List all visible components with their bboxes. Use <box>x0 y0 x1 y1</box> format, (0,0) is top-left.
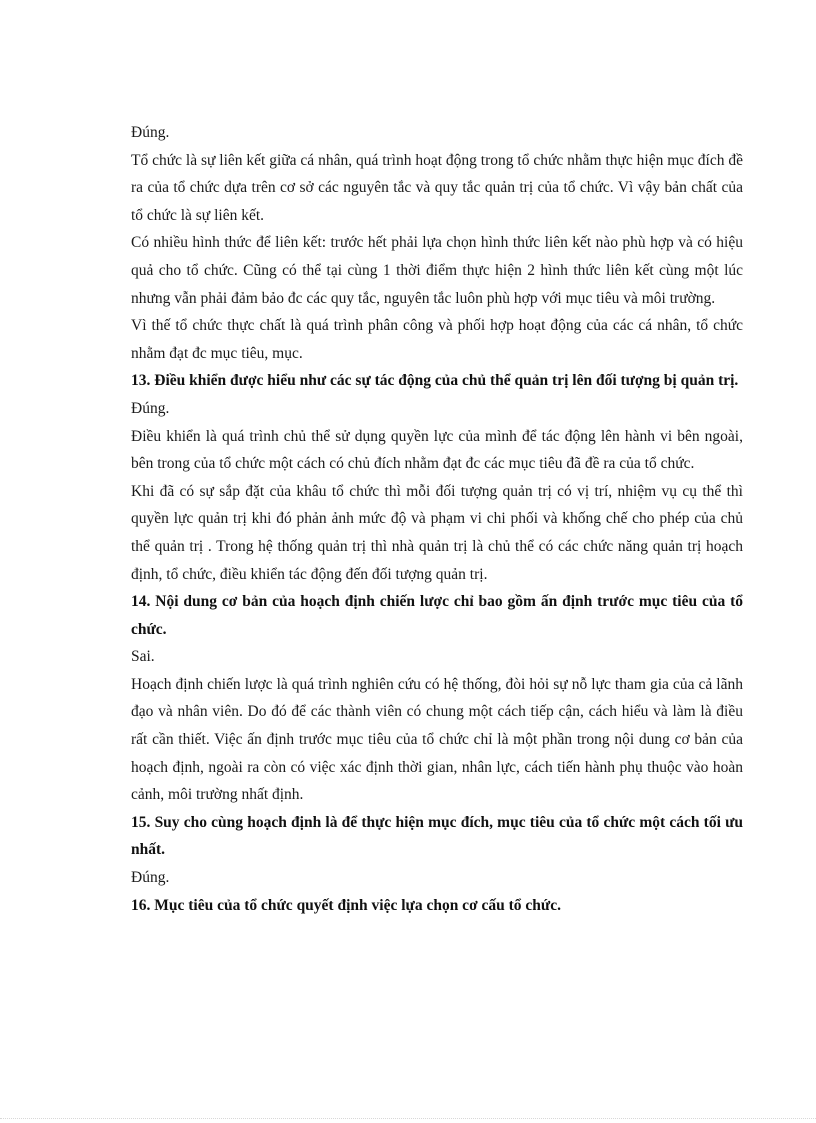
document-body <box>131 119 743 919</box>
explanation-paragraph: Hoạch định chiến lược là quá trình nghiên cứu có hệ thống, đòi hỏi sự nỗ lực tham gia của cả lãnh đạo và nhân viên. Do đó để các thành viên có chung một cách tiếp cận, cách hiểu và làm là điều rất cần thiết. Việc ấn định trước mục tiêu của tổ chức chỉ là một phần trong nội dung cơ bản của hoạch định, ngoài ra còn có việc xác định thời gian, nhân lực, cách tiến hành phụ thuộc vào hoàn cảnh, môi trường nhất định. <box>131 675 743 804</box>
answer-verdict: Đúng. <box>131 399 170 417</box>
page-bottom-divider <box>0 1118 816 1119</box>
explanation-paragraph: Vì thế tổ chức thực chất là quá trình phân công và phối hợp hoạt động của các cá nhân, tổ chức nhằm đạt đc mục tiêu, mục. <box>131 317 743 362</box>
answer-verdict: Sai. <box>131 648 155 666</box>
answer-verdict: Đúng. <box>131 124 170 141</box>
question-15: 15. Suy cho cùng hoạch định là để thực hiện mục đích, mục tiêu của tổ chức một cách tối ưu nhất. <box>131 813 743 859</box>
explanation-paragraph: Điều khiển là quá trình chủ thể sử dụng quyền lực của mình để tác động lên hành vi bên ngoài, bên trong của tổ chức một cách có chủ đích nhằm đạt đc các mục tiêu đã đề ra của tổ chức. <box>131 427 743 473</box>
answer-verdict: Đúng. <box>131 869 170 887</box>
explanation-paragraph: Khi đã có sự sắp đặt của khâu tổ chức thì mỗi đối tượng quản trị có vị trí, nhiệm vụ cụ thể thì quyền lực quản trị khi đó phản ảnh mức độ và phạm vi chi phối và khống chế cho phép của chủ thể quản trị . Trong hệ thống quản trị thì nhà quản trị là chủ thể có các chức năng quản trị hoạch định, tổ chức, điều khiển tác động đến đối tượng quản trị. <box>131 482 743 583</box>
question-13: 13. Điều khiển được hiểu như các sự tác động của chủ thể quản trị lên đối tượng bị quản trị. <box>131 372 739 390</box>
question-14: 14. Nội dung cơ bản của hoạch định chiến lược chỉ bao gồm ấn định trước mục tiêu của tổ chức. <box>131 593 743 638</box>
question-16: 16. Mục tiêu của tổ chức quyết định việc lựa chọn cơ cấu tổ chức. <box>131 896 561 914</box>
explanation-paragraph: Có nhiều hình thức để liên kết: trước hết phải lựa chọn hình thức liên kết nào phù hợp và có hiệu quả cho tổ chức. Cũng có thể tại cùng 1 thời điểm thực hiện 2 hình thức liên kết cùng một lúc nhưng vẫn phải đảm bảo đc các quy tắc, nguyên tắc luôn phù hợp với mục tiêu và môi trường. <box>131 234 743 307</box>
explanation-paragraph: Tổ chức là sự liên kết giữa cá nhân, quá trình hoạt động trong tổ chức nhằm thực hiện mục đích đề ra của tổ chức dựa trên cơ sở các nguyên tắc và quy tắc quản trị của tổ chức. Vì vậy bản chất của tổ chức là sự liên kết. <box>131 151 743 224</box>
